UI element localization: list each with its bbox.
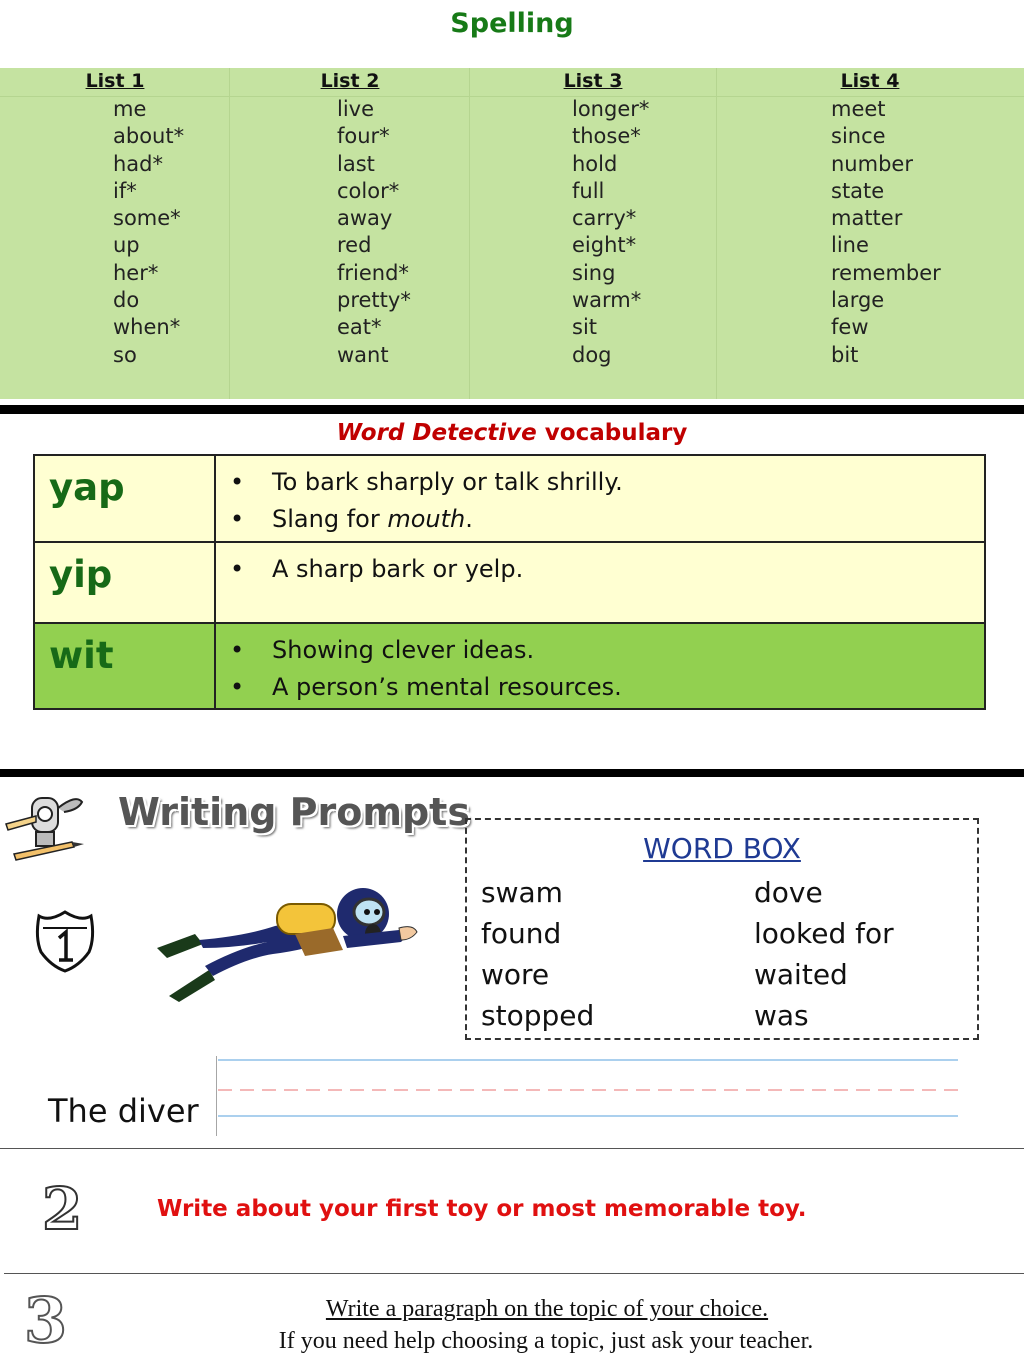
list-heading-4: List 4 [840,70,900,92]
vocab-word: yap [35,456,216,541]
list-item: warm* [572,288,642,313]
table-row [35,543,984,624]
word-box-right-column [754,872,894,1036]
pencil-sharpener-icon [2,784,90,862]
list-item: those* [572,124,641,149]
list-item: up [113,233,140,258]
list-item: so [113,342,137,367]
list-item: longer* [572,97,650,121]
list-item: last [337,151,375,176]
word-list-2 [337,96,411,369]
vocabulary-title-italic: Word Detective [336,420,537,446]
list-item: meet [831,97,886,121]
vocab-definition: • Slang for mouth. [228,501,984,538]
list-item: had* [113,151,164,176]
vocab-definition: • Showing clever ideas. [228,632,984,669]
list-item: live [337,97,375,121]
word-box [465,818,979,1040]
list-item: away [337,206,393,231]
list-item: friend* [337,260,409,285]
list-item: matter [831,206,903,231]
route-shield-1-icon [33,908,97,974]
spelling-table [0,68,1024,399]
list-item: eat* [337,315,382,340]
list-item: pretty* [337,288,411,313]
list-item: swam [481,876,563,909]
list-item: her* [113,260,159,285]
word-box-title: WORD BOX [643,832,801,865]
list-item: number [831,151,913,176]
list-item: since [831,124,886,149]
list-item: bit [831,342,859,367]
list-item: want [337,342,389,367]
writing-prompts-title: Writing Prompts [118,790,470,834]
scuba-diver-icon [155,878,420,1008]
list-item: looked for [754,917,894,950]
list-item: remember [831,260,941,285]
vocab-definition: • A person’s mental resources. [228,669,984,706]
prompt-2-text: Write about your first toy or most memorable toy. [157,1196,807,1222]
vocabulary-title [0,420,1024,446]
table-row [35,624,984,708]
spelling-title: Spelling [450,8,574,39]
list-item: waited [754,958,848,991]
word-list-1 [113,96,184,369]
list-item: found [481,917,562,950]
list-item: red [337,233,372,258]
list-heading-3: List 3 [563,70,623,92]
list-item: do [113,288,140,313]
list-item: me [113,97,147,121]
list-heading-1: List 1 [85,70,145,92]
list-item: was [754,999,809,1032]
list-item: full [572,178,605,203]
section-divider-bar [0,405,1024,414]
list-item: about* [113,124,185,149]
word-box-left-column [481,872,594,1036]
vocab-definition: • To bark sharply or talk shrilly. [228,464,984,501]
prompt-3-line-2: If you need help choosing a topic, just ask your teacher. [278,1328,814,1354]
vocab-word: wit [35,624,216,708]
list-item: dove [754,876,823,909]
list-item: sing [572,260,616,285]
list-item: when* [113,315,181,340]
prompt-divider [0,1148,1024,1149]
section-divider-bar [0,769,1024,777]
list-item: four* [337,124,390,149]
vocab-definition: • A sharp bark or yelp. [228,551,984,588]
list-item: line [831,233,869,258]
list-item: stopped [481,999,595,1032]
prompt-divider [4,1273,1024,1274]
sentence-starter: The diver [48,1092,199,1130]
list-item: few [831,315,869,340]
prompt-3-line-1: Write a paragraph on the topic of your choice. [325,1296,769,1322]
vocabulary-title-rest: vocabulary [536,420,688,446]
vocab-definitions [216,543,984,622]
list-item: carry* [572,206,637,231]
word-list-4 [831,96,941,369]
number-3-icon: 3 [24,1284,68,1357]
number-2-icon: 2 [42,1175,83,1243]
list-item: state [831,178,885,203]
list-item: eight* [572,233,637,258]
list-item: if* [113,178,137,203]
list-item: dog [572,342,612,367]
vocab-definitions [216,624,984,708]
handwriting-lines[interactable] [216,1056,960,1136]
vocab-word: yip [35,543,216,622]
list-heading-2: List 2 [320,70,380,92]
vocabulary-table [33,454,986,710]
list-item: wore [481,958,550,991]
list-item: sit [572,315,598,340]
vocab-definitions [216,456,984,541]
word-list-3 [572,96,649,369]
list-item: large [831,288,885,313]
table-row [35,456,984,543]
list-item: hold [572,151,618,176]
list-item: color* [337,178,400,203]
list-item: some* [113,206,181,231]
